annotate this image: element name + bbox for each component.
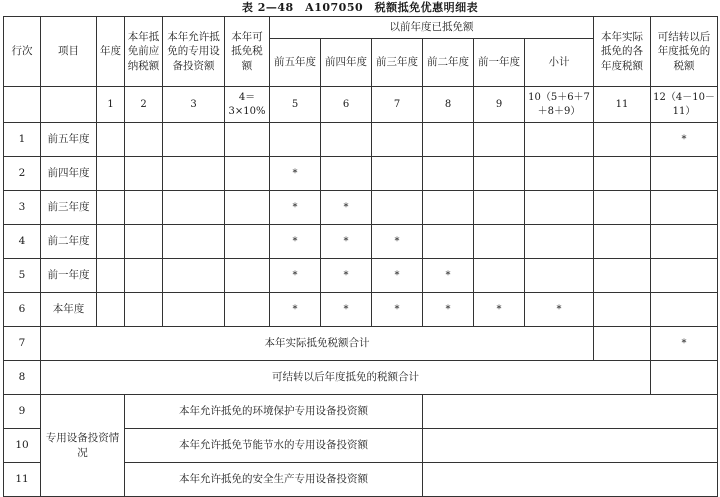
asterisk-mark: * xyxy=(372,293,423,327)
line-number: 4 xyxy=(4,225,41,259)
row-label: 前二年度 xyxy=(41,225,97,259)
amount-cell[interactable] xyxy=(651,157,718,191)
amount-cell[interactable] xyxy=(225,225,270,259)
asterisk-mark: * xyxy=(270,293,321,327)
column-number: 11 xyxy=(594,87,651,123)
line-number: 2 xyxy=(4,157,41,191)
tax-credit-table xyxy=(3,16,718,497)
header-prior-1: 前一年度 xyxy=(474,39,525,87)
amount-cell[interactable] xyxy=(525,123,594,157)
amount-cell[interactable] xyxy=(125,123,163,157)
amount-cell[interactable] xyxy=(125,293,163,327)
asterisk-mark: * xyxy=(321,225,372,259)
amount-cell[interactable] xyxy=(163,293,225,327)
table-row xyxy=(4,259,718,293)
carryforward-row xyxy=(4,361,718,395)
amount-cell[interactable] xyxy=(594,259,651,293)
header-carryforward: 可结转以后年度抵免的税额 xyxy=(651,17,718,87)
asterisk-mark: * xyxy=(270,191,321,225)
amount-cell[interactable] xyxy=(651,191,718,225)
table-row xyxy=(4,225,718,259)
amount-cell[interactable] xyxy=(525,191,594,225)
header-row-1 xyxy=(4,17,718,39)
amount-cell[interactable] xyxy=(270,123,321,157)
amount-cell[interactable] xyxy=(423,429,718,463)
year-cell[interactable] xyxy=(97,259,125,293)
header-prior-3: 前三年度 xyxy=(372,39,423,87)
amount-cell[interactable] xyxy=(125,157,163,191)
amount-cell[interactable] xyxy=(474,157,525,191)
column-number: 12（4－10－11） xyxy=(651,87,718,123)
header-allowed-investment: 本年允许抵免的专用设备投资额 xyxy=(163,17,225,87)
column-number: 7 xyxy=(372,87,423,123)
amount-cell[interactable] xyxy=(163,191,225,225)
amount-cell[interactable] xyxy=(651,361,718,395)
amount-cell[interactable] xyxy=(594,225,651,259)
amount-cell[interactable] xyxy=(651,259,718,293)
asterisk-mark: * xyxy=(423,259,474,293)
header-allowed-credit: 本年可抵免税额 xyxy=(225,17,270,87)
amount-cell[interactable] xyxy=(163,157,225,191)
line-number: 8 xyxy=(4,361,41,395)
amount-cell[interactable] xyxy=(423,157,474,191)
amount-cell[interactable] xyxy=(525,259,594,293)
amount-cell[interactable] xyxy=(474,225,525,259)
column-number: 2 xyxy=(125,87,163,123)
header-prior-2: 前二年度 xyxy=(423,39,474,87)
header-year: 年度 xyxy=(97,17,125,87)
asterisk-mark: * xyxy=(321,259,372,293)
column-number: 6 xyxy=(321,87,372,123)
column-number: 4＝3×10% xyxy=(225,87,270,123)
line-number: 10 xyxy=(4,429,41,463)
amount-cell[interactable] xyxy=(225,259,270,293)
column-number: 10（5＋6＋7＋8＋9） xyxy=(525,87,594,123)
amount-cell[interactable] xyxy=(225,123,270,157)
amount-cell[interactable] xyxy=(321,157,372,191)
asterisk-mark: * xyxy=(474,293,525,327)
table-row xyxy=(4,157,718,191)
equipment-row xyxy=(4,395,718,429)
asterisk-mark: * xyxy=(372,259,423,293)
equipment-label: 本年允许抵免的安全生产专用设备投资额 xyxy=(125,463,423,497)
asterisk-mark: * xyxy=(372,225,423,259)
line-number: 1 xyxy=(4,123,41,157)
header-prior-4: 前四年度 xyxy=(321,39,372,87)
year-cell[interactable] xyxy=(97,123,125,157)
asterisk-mark: * xyxy=(270,225,321,259)
column-number: 8 xyxy=(423,87,474,123)
amount-cell[interactable] xyxy=(372,157,423,191)
asterisk-mark: * xyxy=(423,293,474,327)
year-cell[interactable] xyxy=(97,293,125,327)
column-number: 5 xyxy=(270,87,321,123)
amount-cell[interactable] xyxy=(651,225,718,259)
asterisk-mark: * xyxy=(651,327,718,361)
amount-cell[interactable] xyxy=(474,259,525,293)
column-number: 9 xyxy=(474,87,525,123)
amount-cell[interactable] xyxy=(594,157,651,191)
header-item: 项目 xyxy=(41,17,97,87)
column-number-blank xyxy=(4,87,41,123)
amount-cell[interactable] xyxy=(225,157,270,191)
amount-cell[interactable] xyxy=(163,123,225,157)
form-caption: 表 2—48 A107050 税额抵免优惠明细表 xyxy=(241,1,479,14)
column-number-blank xyxy=(41,87,97,123)
equipment-label: 本年允许抵免的环境保护专用设备投资额 xyxy=(125,395,423,429)
header-prior-credited: 以前年度已抵免额 xyxy=(270,17,594,39)
asterisk-mark: * xyxy=(270,157,321,191)
row-label: 前一年度 xyxy=(41,259,97,293)
line-number: 11 xyxy=(4,463,41,497)
amount-cell[interactable] xyxy=(594,293,651,327)
amount-cell[interactable] xyxy=(594,327,651,361)
asterisk-mark: * xyxy=(270,259,321,293)
row-label: 本年度 xyxy=(41,293,97,327)
amount-cell[interactable] xyxy=(423,123,474,157)
amount-cell[interactable] xyxy=(321,123,372,157)
equipment-group-label: 专用设备投资情况 xyxy=(41,395,125,497)
amount-cell[interactable] xyxy=(372,191,423,225)
asterisk-mark: * xyxy=(525,293,594,327)
year-cell[interactable] xyxy=(97,157,125,191)
row-label: 前四年度 xyxy=(41,157,97,191)
asterisk-mark: * xyxy=(321,293,372,327)
line-number: 7 xyxy=(4,327,41,361)
table-row xyxy=(4,293,718,327)
header-actual-credit: 本年实际抵免的各年度税额 xyxy=(594,17,651,87)
total-row xyxy=(4,327,718,361)
amount-cell[interactable] xyxy=(125,191,163,225)
amount-cell[interactable] xyxy=(594,123,651,157)
year-cell[interactable] xyxy=(97,191,125,225)
year-cell[interactable] xyxy=(97,225,125,259)
amount-cell[interactable] xyxy=(423,395,718,429)
column-number: 3 xyxy=(163,87,225,123)
table-row xyxy=(4,191,718,225)
header-tax-before-credit: 本年抵免前应纳税额 xyxy=(125,17,163,87)
amount-cell[interactable] xyxy=(125,225,163,259)
amount-cell[interactable] xyxy=(163,225,225,259)
line-number: 6 xyxy=(4,293,41,327)
line-number: 3 xyxy=(4,191,41,225)
table-row xyxy=(4,123,718,157)
amount-cell[interactable] xyxy=(423,463,718,497)
column-number: 1 xyxy=(97,87,125,123)
asterisk-mark: * xyxy=(321,191,372,225)
header-line-no: 行次 xyxy=(4,17,41,87)
total-label: 本年实际抵免税额合计 xyxy=(41,327,594,361)
header-prior-5: 前五年度 xyxy=(270,39,321,87)
row-label: 前五年度 xyxy=(41,123,97,157)
amount-cell[interactable] xyxy=(423,225,474,259)
amount-cell[interactable] xyxy=(651,293,718,327)
amount-cell[interactable] xyxy=(125,259,163,293)
amount-cell[interactable] xyxy=(525,225,594,259)
amount-cell[interactable] xyxy=(423,191,474,225)
column-number-row xyxy=(4,87,718,123)
header-subtotal: 小计 xyxy=(525,39,594,87)
amount-cell[interactable] xyxy=(474,191,525,225)
carryforward-label: 可结转以后年度抵免的税额合计 xyxy=(41,361,651,395)
amount-cell[interactable] xyxy=(594,191,651,225)
asterisk-mark: * xyxy=(651,123,718,157)
line-number: 9 xyxy=(4,395,41,429)
amount-cell[interactable] xyxy=(372,123,423,157)
amount-cell[interactable] xyxy=(225,191,270,225)
equipment-label: 本年允许抵免节能节水的专用设备投资额 xyxy=(125,429,423,463)
amount-cell[interactable] xyxy=(225,293,270,327)
row-label: 前三年度 xyxy=(41,191,97,225)
amount-cell[interactable] xyxy=(163,259,225,293)
line-number: 5 xyxy=(4,259,41,293)
amount-cell[interactable] xyxy=(474,123,525,157)
amount-cell[interactable] xyxy=(525,157,594,191)
